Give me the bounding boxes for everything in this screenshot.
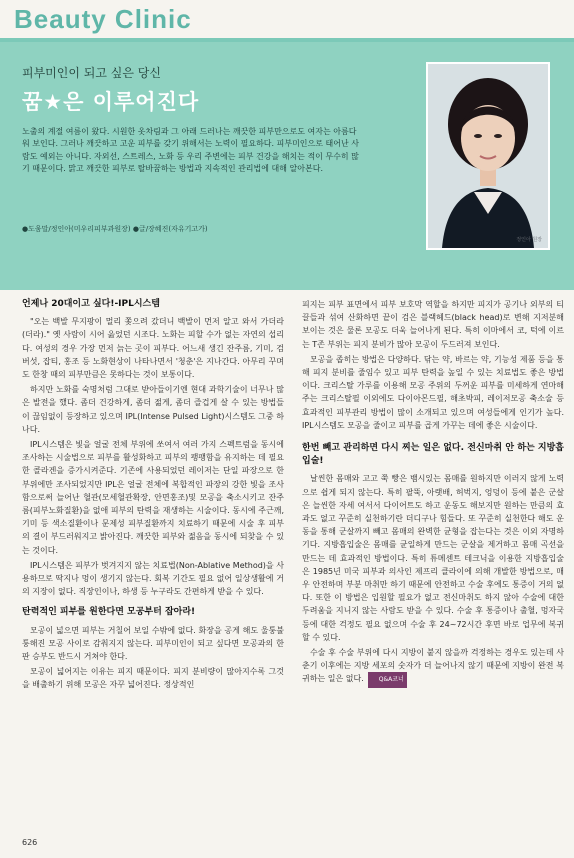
- hero-subtitle: 피부미인이 되고 싶은 당신: [22, 66, 161, 80]
- right-paragraph-4: [302, 646, 564, 688]
- right-paragraph-4-text: 수술 후 수술 부위에 다시 지방이 붙지 않을까 걱정하는 경우도 있는데 사춘기 이후에는 지방 세포의 숫자가 더 늘어나지 않기 때문에 지방이 완전 복귀하는 일은 없다.: [302, 648, 564, 684]
- section-heading-pores: 탄력적인 피부를 원한다면 모공부터 잡아라!: [22, 607, 196, 618]
- section-heading-ipl: 언제나 20대이고 싶다!-IPL시스템: [22, 299, 160, 309]
- section-heading-liposuction: 한번 빼고 관리하면 다시 찌는 일은 없다. 전신마취 안 하는 지방흡입술!: [302, 443, 564, 467]
- right-paragraph-1: 피지는 피부 표면에서 피부 보호막 역할을 하지만 피지가 공기나 외부의 티끌들과 섞여 산화하면 끝이 검은 블랙헤드(black head)로 변해 지저분해 보이는 것은 물론 모공도 더욱 늘어나게 된다. 특히 이마에서 코, 턱에 이르는 T존 부위는 피지 분비가 많아 모공이 두드러져 보인다.: [302, 300, 564, 349]
- left-paragraph-3: IPL시스템은 빛을 얼굴 전체 부위에 쏘여서 여러 가지 스펙트럼을 동시에 조사하는 시술법으로 피부를 활성화하고 피부의 팽팽함을 유지하는 데 필요한 콜라겐을 증가시켜준다. 기존에 사용되었던 레이저는 단일 파장으로 한 부위에만 조사되었지만 IPL은 얼굴 전체에 복합적인 파장의 강한 빛을 조사함으로써 늘어난 혈관(모세혈관확장, 안면홍조)및 모공을 축소시키고 잔주름(피부노화질환)을 없애 피부의 탄력을 재생하는 시술이다. 동시에 주근깨, 기미 등 색소질환이나 문제성 피부질환까지 치료하기 때문에 시술 후 피부의 결이 부드러워지고 밝아진다. 깨끗한 피부와 젊음을 동시에 되찾을 수 있는 것이다.: [22, 440, 284, 555]
- right-paragraph-3: 날씬한 몸매와 고고 쭉 빵은 뱀시있는 몸매를 원하지만 이러지 않게 노력으로 쉽게 되지 않는다. 특히 팔뚝, 아랫배, 허벅지, 엉덩이 등에 붙은 군살은 늘씬한 자세 여서서 다이어트도 하고 운동도 해보지만 원하는 만큼의 효과도 없고 꾸준히 실천하기란 더디구나 힘들다. 또 꾸준히 실천한다 해도 운동을 통해 군살까지 빼고 몸매의 완벽한 균형을 잡는다는 것은 이외 자명하기다. 지방흡입술은 몸매를 균일하게 만드는 군살을 제거하고 몸매 곡선을 만드는 데 효과적인 방법이다. 특히 튜메센트 테크닉을 이용한 지방흡입술은 1985년 미국 피부과 의사인 제프리 클라이에 의해 개발한 방법으로, 매우 안전하며 부분 마취만 하기 때문에 안전하고 수술 후에도 통증이 거의 없다. 또한 이 방법은 입원할 필요가 없고 전신마취도 하지 않아 수술에 대한 두려움을 지니지 않는 사람도 받을 수 있다. 수술 후 통증이나 출혈, 멍자국 등에 대한 걱정도 필요 없으며 수술 후 24~72시간 후면 바로 업무에 복귀할 수 있다.: [302, 474, 564, 642]
- portrait-illustration: [428, 64, 548, 248]
- left-column: [22, 298, 284, 694]
- photo-caption: 정인아 원장: [516, 237, 542, 243]
- right-paragraph-2: 모공을 좁히는 방법은 다양하다. 닦는 약, 바르는 약, 기능성 제품 등을 통해 피지 분비를 줄임수 있고 피부 탄력을 높일 수 있는 치료법도 좋은 방법이다. 크리스탈 가루를 이용해 모공 주위의 두꺼운 피부를 미세하게 연마해주는 크리스탈필 이외에도 다이아몬드필, 해초박피, 레이저모공 축소술 등 효과적인 피부관리 방법이 많이 소개되고 있으며 여성들에게 인기가 높다. IPL시스템도 모공을 줄이고 피부를 곱게 가꾸는 데에 좋은 시술이다.: [302, 354, 564, 430]
- page-number: 626: [22, 838, 38, 847]
- hero-credit: ●도움말/정인아(미우리피부과원장) ●글/장혜진(자유기고가): [22, 225, 208, 233]
- portrait-photo: [426, 62, 550, 250]
- left-paragraph-2: 하지만 노화를 숙명처럼 그대로 받아들이기엔 현대 과학기술이 너무나 많은 발전을 했다. 좀더 건강하게, 좀더 젊게, 좀더 즐겁게 살 수 있는 방법들이 끊임없이 등장하고 있으며 IPL(Intense Pulsed Light)시스템도 그중 하나다.: [22, 385, 284, 434]
- left-paragraph-5: 모공이 넓으면 피부는 거칠어 보일 수밖에 없다. 화장을 공게 해도 울퉁불퉁해진 모공 사이로 감춰지지 않는다. 피부미인이 되고 싶다면 모공과의 한판 승부도 반드시 거쳐야 한다.: [22, 625, 284, 662]
- hero-title: 꿈★은 이루어진다: [22, 90, 200, 114]
- right-column: [302, 298, 564, 690]
- hero-intro: 노출의 계절 여름이 왔다. 시원한 옷차림과 그 아래 드러나는 깨끗한 피부만으로도 여자는 아름다워 보인다. 그러나 깨끗하고 고운 피부를 갖기 위해서는 노력이 필요하다. 피부미인으로 태어난 사람도 예외는 아니다. 자외선, 스트레스, 노화 등 우리 주변에는 피부 건강을 해치는 적이 무수히 많기 때문이다. 맑고 깨끗한 피부로 탈바꿈하는 방법과 지속적인 관리법에 대해 알아본다.: [22, 127, 359, 174]
- left-paragraph-4: IPL시스템은 피부가 벗겨지지 않는 치료법(Non-Ablative Method)을 사용하므로 딱지나 멍이 생기지 않는다. 회복 기간도 필요 없어 일상생활에 거의 지장이 없다. 직장인이나, 하생 등 누구라도 간편하게 받을 수 있다.: [22, 560, 284, 597]
- left-paragraph-1: "오는 백발 무지팡이 멀리 쫓으려 갔더니 백발이 먼저 알고 와서 가더라(더라)." 옛 사람이 시어 읊었던 시조다. 노화는 피할 수가 없는 자연의 섭리다. 여성의 경우 가장 먼저 늙는 곳이 피부다. 어느새 생긴 잔주름, 기미, 검버섯, 잡티, 홍조 등 노화현상이 나타나면서 '청춘'은 지나간다. 아무리 꾸며도 한창 때의 피부만큼은 못하다는 것이 보통이다.: [22, 317, 284, 380]
- left-paragraph-6: 모공이 넓어지는 이유는 피지 때문이다. 피지 분비량이 많아지수록 그것을 배출하기 위해 모공은 자꾸 넓어진다. 정상적인: [22, 667, 284, 690]
- brand-title: Beauty Clinic: [14, 4, 192, 34]
- qa-endmark: Q&A코너: [368, 672, 407, 687]
